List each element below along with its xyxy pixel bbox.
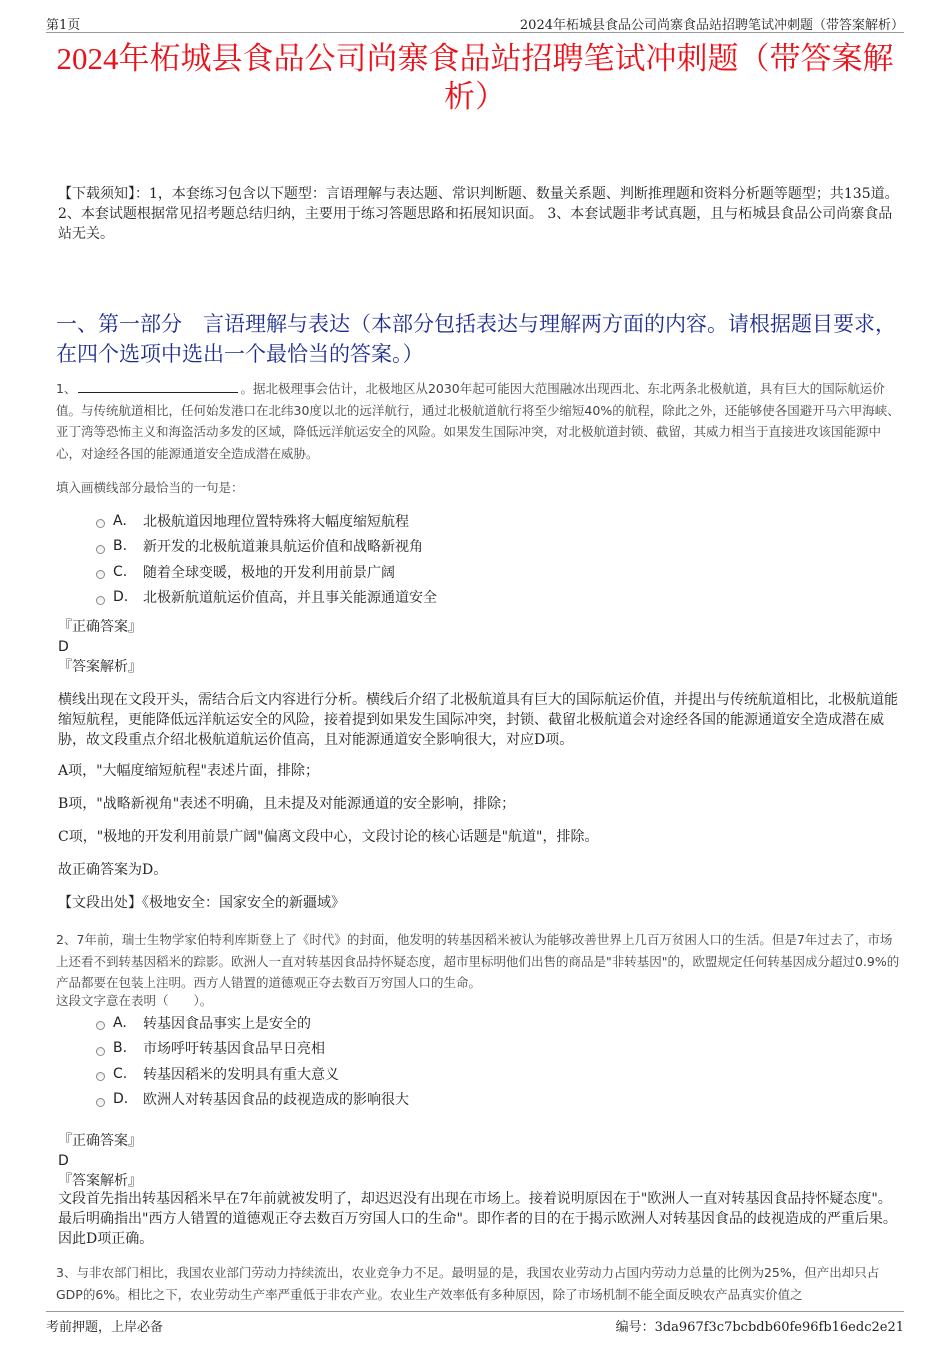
radio-button[interactable]: [96, 1021, 105, 1030]
correct-answer: D: [58, 639, 69, 655]
page-footer: [46, 1311, 904, 1334]
question-2-prompt: 这段文字意在表明（ ）。: [56, 993, 213, 1008]
passage-source: 【文段出处】《极地安全：国家安全的新疆域》: [58, 895, 345, 911]
question-1-options: [96, 508, 437, 610]
header-doc-title: 2024年柘城县食品公司尚寨食品站招聘笔试冲刺题（带答案解析）: [519, 18, 904, 33]
radio-button[interactable]: [96, 570, 105, 579]
question-2-options: [96, 1010, 409, 1112]
option-a[interactable]: A. 北极航道因地理位置特殊将大幅度缩短航程: [96, 508, 437, 534]
question-number: 2、: [56, 932, 77, 947]
radio-button[interactable]: [96, 596, 105, 605]
radio-button[interactable]: [96, 1072, 105, 1081]
question-1-prompt: 填入画横线部分最恰当的一句是：: [56, 480, 244, 495]
fill-blank-line: [78, 380, 238, 393]
option-d[interactable]: D. 北极新航道航运价值高，并且事关能源通道安全: [96, 585, 437, 611]
page-header: [46, 12, 904, 33]
footer-serial: 编号：3da967f3c7bcbdb60fe96fb16edc2e21: [615, 1320, 904, 1335]
option-b[interactable]: B. 市场呼吁转基因食品早日亮相: [96, 1036, 409, 1062]
option-c[interactable]: C. 转基因稻米的发明具有重大意义: [96, 1061, 409, 1087]
question-text: 与非农部门相比，我国农业部门劳动力持续流出，农业竞争力不足。最明显的是，我国农业劳动力占国内劳动力总量的比例为25%，但产出却只占GDP的6%。相比之下，农业劳动生产率严重低于非农产业。农业生产效率低有多种原因，除了市场机制不能全面反映农产品真实价值之: [56, 1265, 880, 1302]
correct-answer: D: [58, 1153, 69, 1169]
analysis-text: 文段首先指出转基因稻米早在7年前就被发明了，却迟迟没有出现在市场上。接着说明原因在于"欧洲人一直对转基因食品持怀疑态度"。最后明确指出"西方人错置的道德观正夺去数百万穷国人口的生命"。即作者的目的在于揭示欧洲人对转基因食品的歧视造成的严重后果。因此D项正确。: [58, 1191, 897, 1247]
radio-button[interactable]: [96, 1098, 105, 1107]
analysis-option-a: A项，"大幅度缩短航程"表述片面，排除；: [58, 763, 319, 779]
radio-button[interactable]: [96, 519, 105, 528]
analysis-option-c: C项，"极地的开发利用前景广阔"偏离文段中心，文段讨论的核心话题是"航道"，排除。: [58, 829, 599, 845]
analysis-text: 横线出现在文段开头，需结合后文内容进行分析。横线后介绍了北极航道具有巨大的国际航运价值，并提出与传统航道相比，北极航道能缩短航程，更能降低远洋航运安全的风险，接着提到如果发生国际冲突，封锁、截留北极航道会对途经各国的能源通道安全造成潜在威胁，故文段重点介绍北极航道航运价值高，且对能源通道安全影响很大，对应D项。: [58, 692, 898, 748]
answer-label: 『正确答案』: [58, 619, 142, 635]
answer-label: 『正确答案』: [58, 1133, 142, 1149]
question-number: 1、: [56, 381, 77, 396]
option-c[interactable]: C. 随着全球变暖，极地的开发利用前景广阔: [96, 559, 437, 585]
analysis-label: 『答案解析』: [58, 659, 142, 675]
analysis-option-b: B项，"战略新视角"表述不明确，且未提及对能源通道的安全影响，排除；: [58, 796, 516, 812]
question-3-stem: [56, 1262, 902, 1305]
question-1-stem: [56, 378, 902, 464]
question-text: 。据北极理事会估计，北极地区从2030年起可能因大范围融冰出现西北、东北两条北极航道，具有巨大的国际航运价值。与传统航道相比，任何始发港口在北纬30度以北的远洋航行，通过北极航道航行将至少缩短40%的航程，除此之外，还能够使各国避开马六甲海峡、亚丁湾等恐怖主义和海盗活动多发的区域，降低远洋航运安全的风险。如果发生国际冲突，对北极航道封锁、截留，其威力相当于直接进攻该国能源中心，对途经各国的能源通道安全造成潜在威胁。: [56, 381, 900, 461]
page-number: 第1页: [46, 18, 81, 33]
option-d[interactable]: D. 欧洲人对转基因食品的歧视造成的影响很大: [96, 1087, 409, 1113]
question-number: 3、: [56, 1265, 77, 1280]
question-text: 7年前，瑞士生物学家伯特利库斯登上了《时代》的封面，他发明的转基因稻米被认为能够改善世界上几百万贫困人口的生活。但是7年过去了，市场上还看不到转基因稻米的踪影。欧洲人一直对转基因食品持怀疑态度，超市里标明他们出售的商品是"非转基因"的，欧盟规定任何转基因成分超过0.9%的产品都要在包装上注明。西方人错置的道德观正夺去数百万穷国人口的生命。: [56, 932, 900, 990]
analysis-label: 『答案解析』: [58, 1173, 142, 1189]
analysis-conclusion: 故正确答案为D。: [58, 862, 168, 878]
option-a[interactable]: A. 转基因食品事实上是安全的: [96, 1010, 409, 1036]
document-title: 2024年柘城县食品公司尚寨食品站招聘笔试冲刺题（带答案解析）: [56, 41, 894, 114]
section-heading: 一、第一部分 言语理解与表达（本部分包括表达与理解两方面的内容。请根据题目要求，在四个选项中选出一个最恰当的答案。）: [56, 312, 896, 366]
option-b[interactable]: B. 新开发的北极航道兼具航运价值和战略新视角: [96, 534, 437, 560]
radio-button[interactable]: [96, 545, 105, 554]
download-notice: 【下载须知】：1，本套练习包含以下题型：言语理解与表达题、常识判断题、数量关系题、判断推理题和资料分析题等题型；共135道。 2、本套试题根据常见招考题总结归纳，主要用于练习答题思路和拓展知识面。 3、本套试题非考试真题，且与柘城县食品公司尚寨食品站无关。: [58, 186, 899, 242]
question-2-stem: [56, 929, 902, 994]
footer-slogan: 考前押题，上岸必备: [46, 1320, 164, 1335]
radio-button[interactable]: [96, 1047, 105, 1056]
